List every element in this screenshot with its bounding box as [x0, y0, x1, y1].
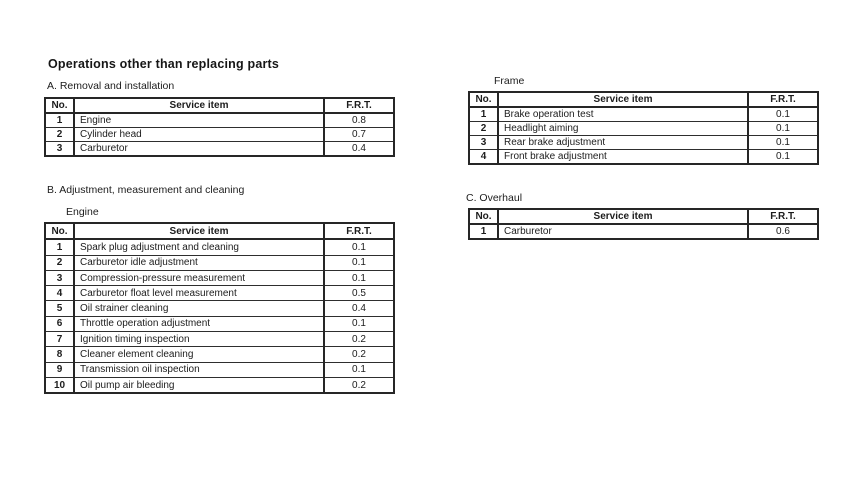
table-row: [45, 316, 394, 331]
table-row: [45, 113, 394, 128]
row-number: 4: [469, 150, 498, 165]
service-item: Headlight aiming: [498, 122, 748, 136]
frt-value: 0.1: [324, 316, 394, 331]
row-number: 5: [45, 301, 74, 316]
row-number: 3: [469, 136, 498, 150]
service-item: Spark plug adjustment and cleaning: [74, 239, 324, 255]
row-number: 10: [45, 377, 74, 393]
row-number: 3: [45, 142, 74, 157]
row-number: 1: [469, 107, 498, 122]
row-number: 2: [45, 128, 74, 142]
frt-value: 0.2: [324, 332, 394, 347]
frt-value: 0.2: [324, 377, 394, 393]
table-row: [45, 301, 394, 316]
engine-adjustment-table: [44, 222, 395, 394]
row-number: 2: [469, 122, 498, 136]
service-item: Carburetor idle adjustment: [74, 255, 324, 270]
section-c-label: C. Overhaul: [466, 192, 523, 204]
col-header-frt: F.R.T.: [324, 98, 394, 113]
service-item: Oil strainer cleaning: [74, 301, 324, 316]
frt-value: 0.6: [748, 224, 818, 239]
frt-value: 0.1: [324, 255, 394, 270]
table-row: [469, 136, 818, 150]
service-item: Engine: [74, 113, 324, 128]
service-item: Cylinder head: [74, 128, 324, 142]
frt-value: 0.7: [324, 128, 394, 142]
table-row: [45, 142, 394, 157]
frt-value: 0.1: [324, 239, 394, 255]
service-item: Front brake adjustment: [498, 150, 748, 165]
section-a-label: A. Removal and installation: [47, 80, 175, 92]
table-row: [45, 255, 394, 270]
table-header-row: [45, 223, 394, 239]
table-row: [45, 332, 394, 347]
col-header-no: No.: [469, 92, 498, 107]
section-b-label: B. Adjustment, measurement and cleaning: [47, 184, 245, 196]
row-number: 2: [45, 255, 74, 270]
col-header-frt: F.R.T.: [324, 223, 394, 239]
engine-subtitle: Engine: [66, 206, 99, 218]
frt-value: 0.1: [324, 270, 394, 285]
row-number: 1: [45, 239, 74, 255]
col-header-no: No.: [469, 209, 498, 224]
row-number: 6: [45, 316, 74, 331]
service-item: Ignition timing inspection: [74, 332, 324, 347]
service-item: Compression-pressure measurement: [74, 270, 324, 285]
row-number: 4: [45, 286, 74, 301]
service-item: Oil pump air bleeding: [74, 377, 324, 393]
frt-value: 0.8: [324, 113, 394, 128]
table-header-row: [469, 92, 818, 107]
frame-table: [468, 91, 819, 165]
removal-installation-table: [44, 97, 395, 157]
service-item: Rear brake adjustment: [498, 136, 748, 150]
frt-value: 0.1: [748, 150, 818, 165]
frt-value: 0.4: [324, 142, 394, 157]
service-item: Brake operation test: [498, 107, 748, 122]
overhaul-table: [468, 208, 819, 240]
page-title: Operations other than replacing parts: [48, 57, 280, 71]
table-row: [45, 347, 394, 362]
table-row: [469, 122, 818, 136]
table-row: [469, 150, 818, 165]
table-row: [45, 270, 394, 285]
frt-value: 0.4: [324, 301, 394, 316]
table-row: [45, 362, 394, 377]
service-item: Carburetor: [74, 142, 324, 157]
frt-value: 0.1: [748, 136, 818, 150]
table-row: [45, 286, 394, 301]
table-header-row: [469, 209, 818, 224]
service-item: Carburetor: [498, 224, 748, 239]
col-header-frt: F.R.T.: [748, 92, 818, 107]
table-row: [469, 224, 818, 239]
frt-value: 0.1: [748, 107, 818, 122]
row-number: 7: [45, 332, 74, 347]
service-item: Throttle operation adjustment: [74, 316, 324, 331]
frt-value: 0.5: [324, 286, 394, 301]
col-header-item: Service item: [74, 223, 324, 239]
frt-value: 0.1: [324, 362, 394, 377]
col-header-item: Service item: [498, 92, 748, 107]
col-header-item: Service item: [498, 209, 748, 224]
frt-value: 0.2: [324, 347, 394, 362]
row-number: 9: [45, 362, 74, 377]
table-row: [469, 107, 818, 122]
frame-subtitle: Frame: [494, 75, 525, 87]
col-header-frt: F.R.T.: [748, 209, 818, 224]
service-item: Transmission oil inspection: [74, 362, 324, 377]
table-row: [45, 239, 394, 255]
table-row: [45, 128, 394, 142]
row-number: 8: [45, 347, 74, 362]
service-item: Carburetor float level measurement: [74, 286, 324, 301]
frt-value: 0.1: [748, 122, 818, 136]
col-header-no: No.: [45, 98, 74, 113]
table-row: [45, 377, 394, 393]
table-header-row: [45, 98, 394, 113]
col-header-no: No.: [45, 223, 74, 239]
service-item: Cleaner element cleaning: [74, 347, 324, 362]
col-header-item: Service item: [74, 98, 324, 113]
row-number: 3: [45, 270, 74, 285]
row-number: 1: [45, 113, 74, 128]
row-number: 1: [469, 224, 498, 239]
